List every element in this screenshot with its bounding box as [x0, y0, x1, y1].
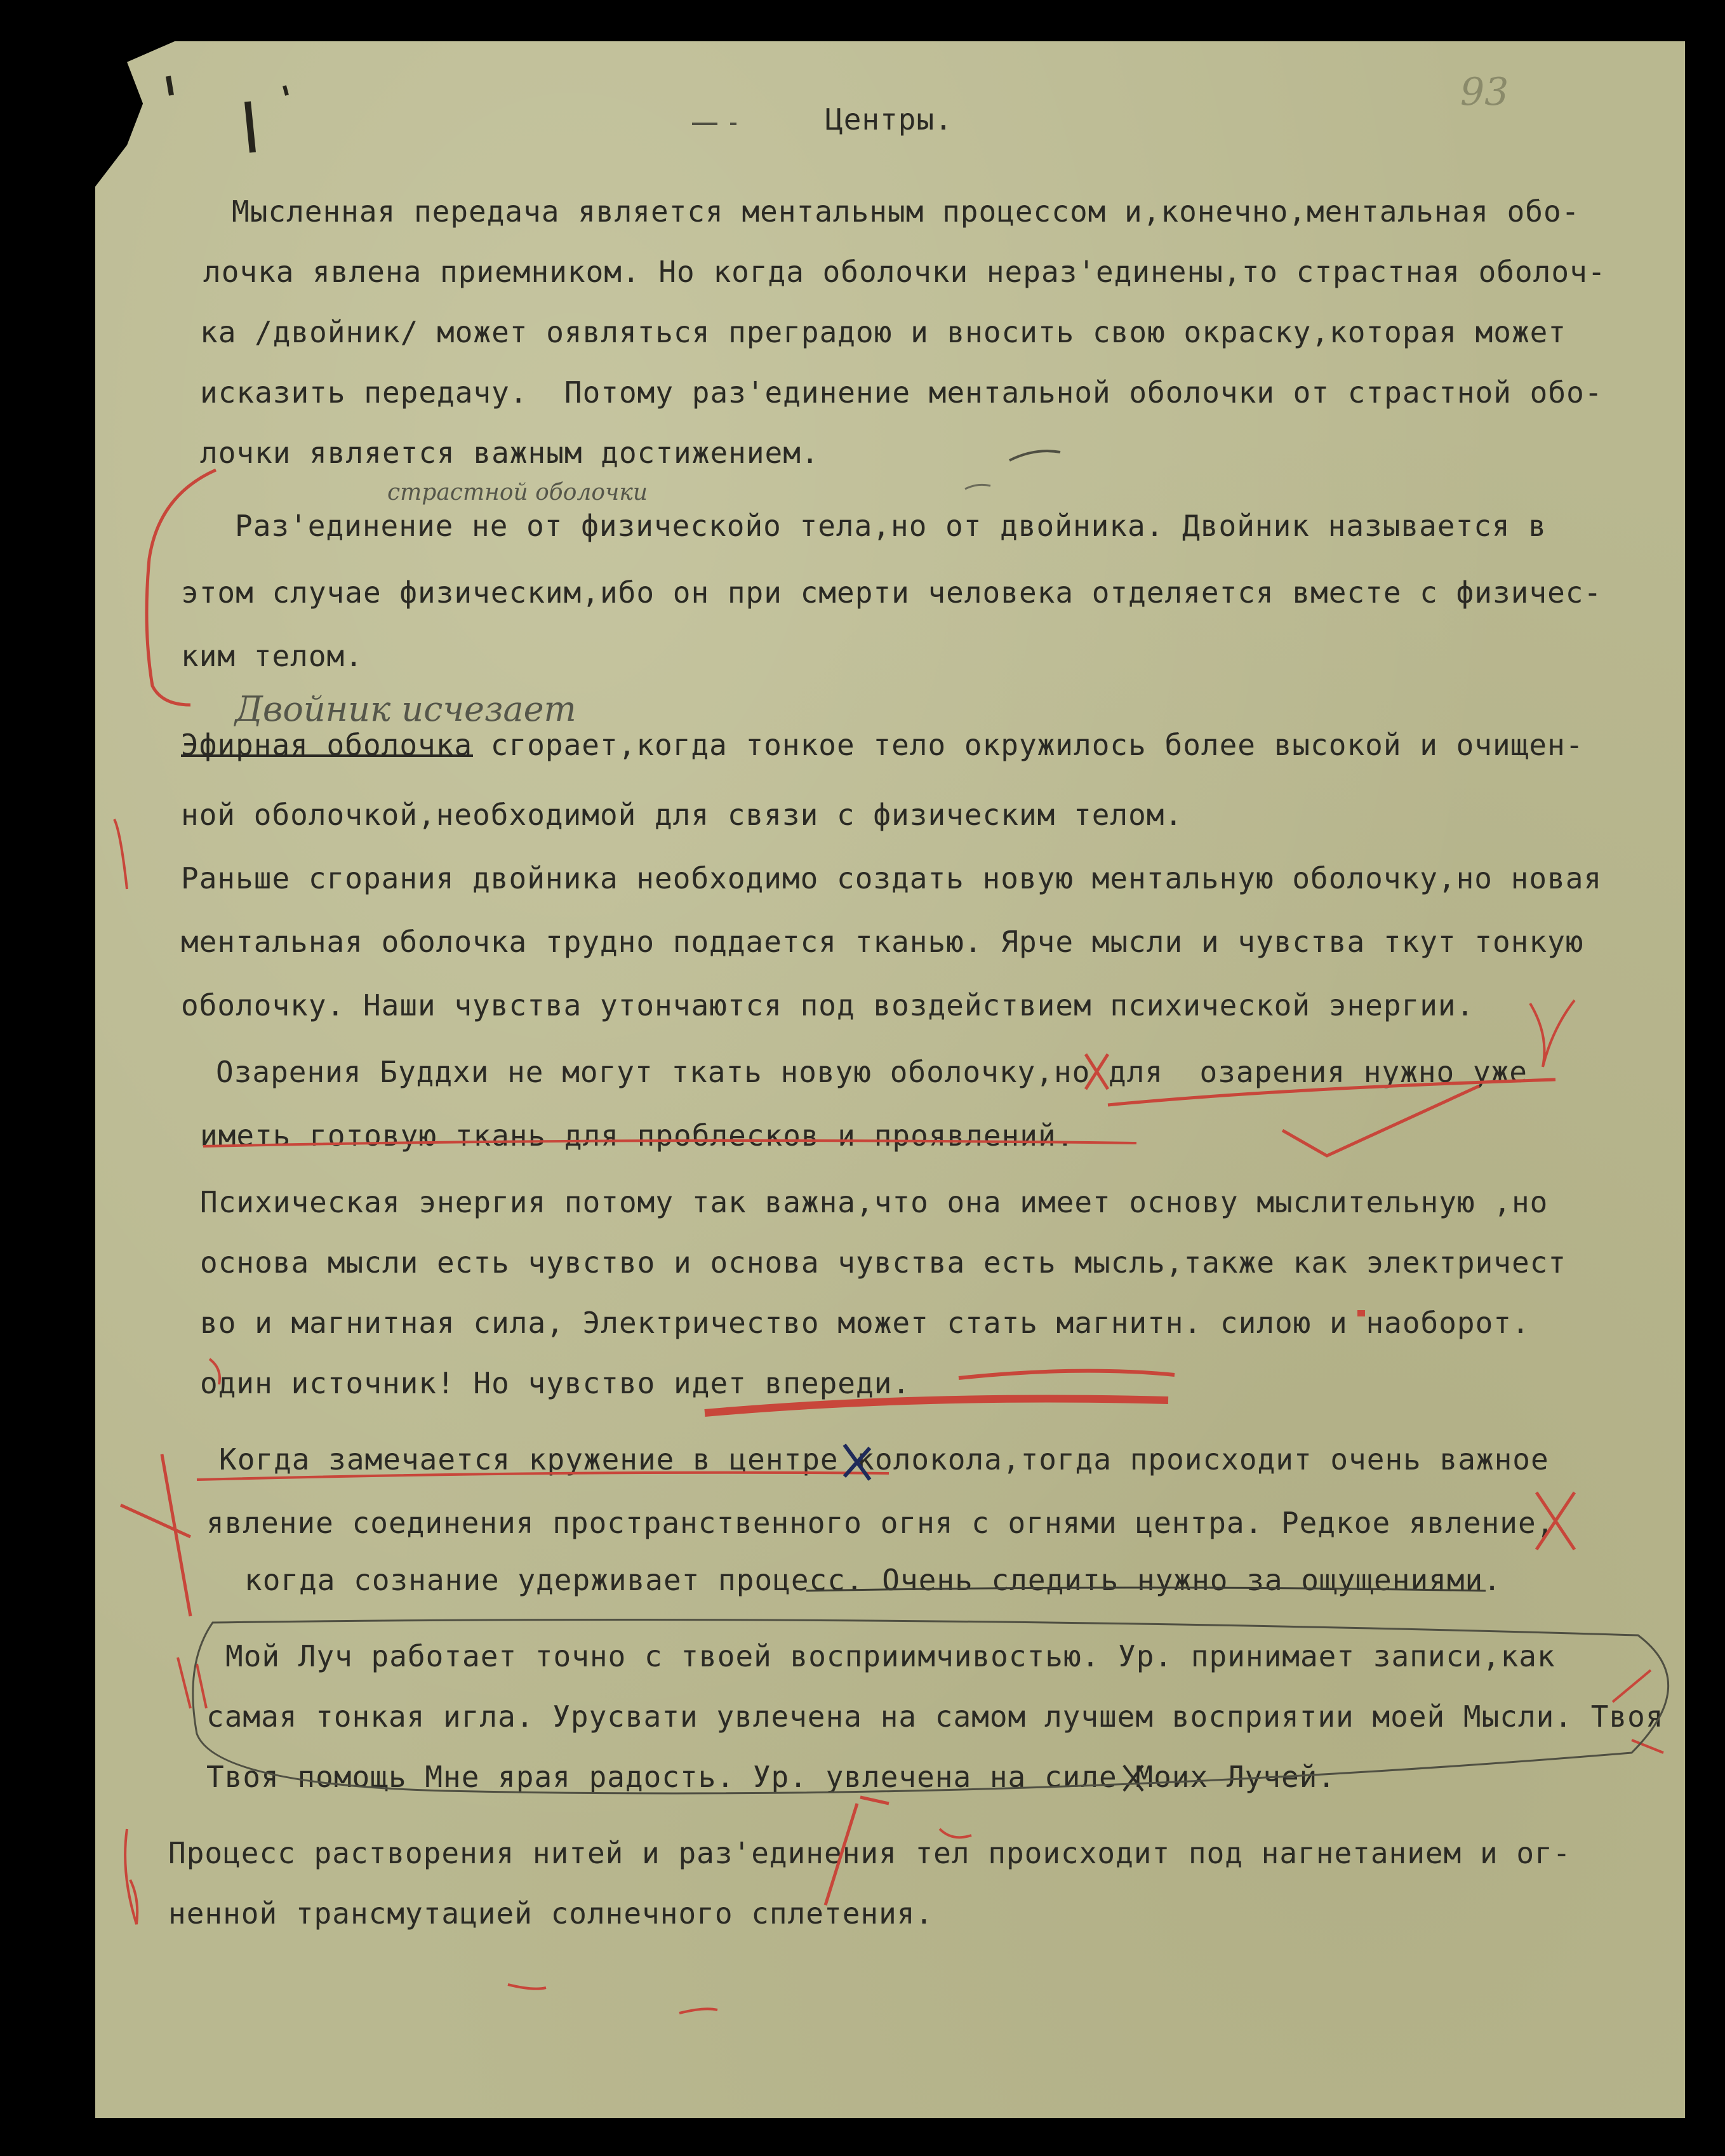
handwritten-note: Двойник исчезает	[235, 689, 576, 729]
text-line: лочки является важным достижением.	[200, 436, 820, 470]
text-line: Твоя помощь Мне ярая радость. Ур. увлечена на силе Моих Лучей.	[206, 1760, 1336, 1794]
page-title: Центры.	[825, 102, 953, 137]
text-line: во и магнитная сила, Электричество может стать магнитн. силою и наоборот.	[200, 1306, 1530, 1340]
text-line: Процесс растворения нитей и раз'единения тел происходит под нагнетанием и ог-	[168, 1836, 1571, 1870]
text-line: ной оболочкой,необходимой для связи с физическим телом.	[181, 798, 1183, 832]
text-line: Раньше сгорания двойника необходимо создать новую ментальную оболочку,но новая	[181, 861, 1602, 895]
text-line: Психическая энергия потому так важна,что она имеет основу мыслительную ,но	[200, 1185, 1549, 1219]
handwritten-note: страстной оболочки	[387, 479, 648, 506]
text-line: Мой Луч работает точно с твоей восприимчивостью. Ур. принимает записи,как	[225, 1639, 1555, 1673]
text-line: самая тонкая игла. Урусвати увлечена на самом лучшем восприятии моей Мысли. Твоя	[206, 1699, 1664, 1734]
text-line: явление соединения пространственного огня с огнями центра. Редкое явление,	[206, 1506, 1555, 1540]
text-line: исказить передачу. Потому раз'единение ментальной оболочки от страстной обо-	[200, 375, 1603, 410]
text-line: лочка явлена приемником. Но когда оболочки нераз'единены,то страстная оболоч-	[203, 255, 1606, 289]
text-line: когда сознание удерживает процесс. Очень следить нужно за ощущениями.	[244, 1563, 1502, 1597]
text-line: Эфирная оболочка сгорает,когда тонкое тело окружилось более высокой и очищен-	[181, 728, 1584, 762]
text-line: иметь готовую ткань для проблесков и проявлений.	[200, 1118, 1075, 1153]
text-line: Озарения Буддхи не могут ткать новую оболочку,но для озарения нужно уже	[216, 1055, 1528, 1089]
page-number: 93	[1460, 70, 1509, 114]
text-line: ка /двойник/ может оявляться преградою и вносить свою окраску,которая может	[200, 315, 1567, 349]
text-line: оболочку. Наши чувства утончаются под воздействием психической энергии.	[181, 988, 1475, 1022]
text-line: ким телом.	[181, 639, 363, 673]
text-line: Когда замечается кружение в центре колокола,тогда происходит очень важное	[219, 1442, 1549, 1476]
text-line: Мысленная передача является ментальным процессом и,конечно,ментальная обо-	[232, 194, 1580, 229]
text-line: один источник! Но чувство идет впереди.	[200, 1366, 911, 1400]
text-line: ментальная оболочка трудно поддается тканью. Ярче мысли и чувства ткут тонкую	[181, 925, 1584, 959]
text-line: основа мысли есть чувство и основа чувства есть мысль,также как электричест	[200, 1245, 1567, 1280]
text-line: этом случае физическим,ибо он при смерти человека отделяется вместе с физичес-	[181, 575, 1602, 610]
text-line: Раз'единение не от физическойо тела,но от двойника. Двойник называется в	[235, 509, 1547, 543]
text-line: ненной трансмутацией солнечного сплетения.	[168, 1896, 934, 1931]
